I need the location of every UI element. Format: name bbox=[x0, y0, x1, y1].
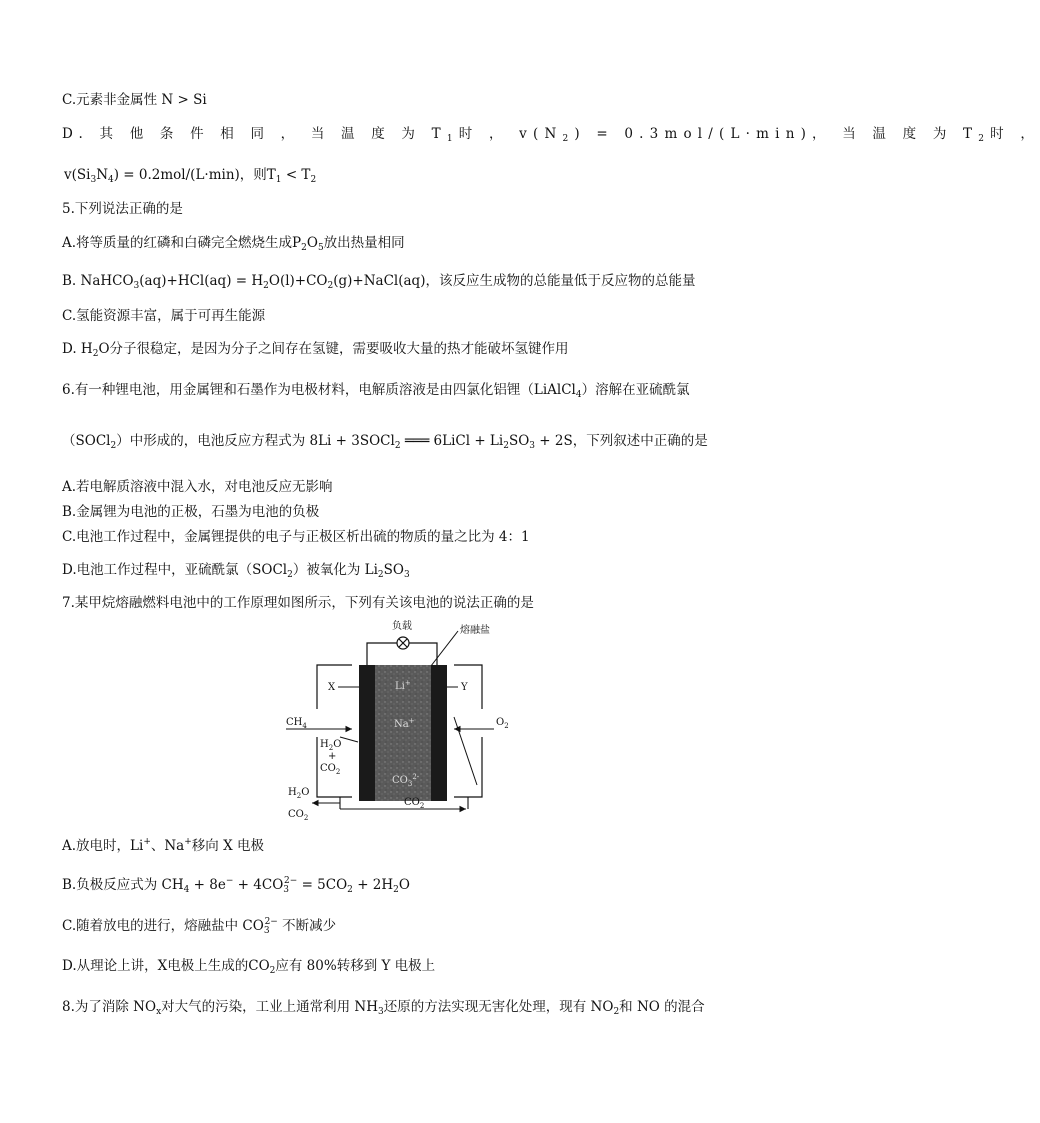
q4-option-d-line1: D. 其 他 条 件 相 同 ， 当 温 度 为 $T_1$时 ， $v(N_2) = 0.3mol/(L\cdot\min)$， 当 温 度 为 $T_2$时 ， bbox=[62, 126, 1040, 144]
q7-option-b: B.负极反应式为 $CH_4 + 8e^- + 4CO_3^{2-} = 5CO_2 + 2H_2O$ bbox=[62, 876, 410, 895]
right-pointer bbox=[454, 717, 477, 785]
q6-option-b: B.金属锂为电池的正极，石墨为电池的负极 bbox=[62, 504, 320, 520]
load-label: 负载 bbox=[392, 621, 412, 632]
label-y: Y bbox=[461, 682, 468, 693]
co2-out-label: $CO_2$ bbox=[288, 809, 309, 822]
q7-stem: 7.某甲烷熔融燃料电池中的工作原理如图所示，下列有关该电池的说法正确的是 bbox=[62, 595, 534, 611]
q4-option-c: C.元素非金属性 N > Si bbox=[62, 92, 207, 108]
q6-stem-line2: （SOCl$_2$）中形成的，电池反应方程式为 8Li + 3SOCl$_2$ ═══ 6LiCl + $Li_2SO_3 + 2S$，下列叙述中正确的是 bbox=[62, 433, 708, 451]
ch4-label: $CH_4$ bbox=[286, 717, 307, 730]
q6-stem-line1: 6.有一种锂电池，用金属锂和石墨作为电极材料，电解质溶液是由四氯化铝锂（LiAlCl$_4$）溶解在亚硫酰氯 bbox=[62, 382, 690, 400]
right-chamber-wall bbox=[454, 665, 482, 797]
q5-option-b: B. NaHCO$_3$(aq)+HCl(aq) = $H_2O(l)+CO_2(g)+NaCl(aq)$，该反应生成物的总能量低于反应物的总能量 bbox=[62, 273, 696, 291]
fuel-cell-svg bbox=[282, 617, 514, 823]
q5-option-d: D. $H_2O$分子很稳定，是因为分子之间存在氢键，需要吸收大量的热才能破坏氢键作用 bbox=[62, 341, 569, 359]
co2-bottom-label: $CO_2$ bbox=[404, 797, 425, 810]
q5-option-a: A.将等质量的红磷和白磷完全燃烧生成$P_2O_5$放出热量相同 bbox=[62, 235, 405, 253]
plus-label: + bbox=[328, 751, 337, 762]
h2o-out-label: $H_2O$ bbox=[288, 787, 310, 800]
q4-option-d-line2: $v(Si_3N_4) = 0.2mol/(L\cdot\min)$，则$T_1 < T_2$ bbox=[64, 167, 317, 185]
q6-option-d: D.电池工作过程中，亚硫酰氯（SOCl$_2$）被氧化为 $Li_2SO_3$ bbox=[62, 562, 410, 580]
o2-label: $O_2$ bbox=[496, 717, 509, 730]
q6-option-c: C.电池工作过程中，金属锂提供的电子与正极区析出硫的物质的量之比为 4：1 bbox=[62, 529, 530, 545]
q7-option-d: D.从理论上讲，X电极上生成的$CO_2$应有 80%转移到 Y 电极上 bbox=[62, 958, 436, 976]
q8-stem: 8.为了消除 $NO_x$对大气的污染，工业上通常利用 $NH_3$还原的方法实现无害化处理，现有 $NO_2$和 NO 的混合 bbox=[62, 999, 705, 1017]
label-x: X bbox=[328, 682, 336, 693]
external-wire bbox=[367, 643, 437, 665]
h2o-in-label: $H_2O$ bbox=[320, 739, 342, 752]
load-lamp-icon bbox=[397, 637, 409, 649]
electrode-y bbox=[431, 665, 447, 801]
q6-option-a: A.若电解质溶液中混入水，对电池反应无影响 bbox=[62, 479, 333, 495]
q5-option-c: C.氢能资源丰富，属于可再生能源 bbox=[62, 308, 266, 324]
molten-salt-label: 熔融盐 bbox=[460, 625, 490, 636]
ion-li: Li+ bbox=[395, 679, 411, 692]
q7-option-a: A.放电时，Li+、Na+移向 X 电极 bbox=[62, 837, 264, 854]
h2o-co2-pointer bbox=[340, 737, 358, 742]
co2-in-label: $CO_2$ bbox=[320, 763, 341, 776]
fuel-cell-diagram bbox=[282, 617, 514, 823]
ion-co3: $CO_3^{2-}$ bbox=[392, 773, 420, 788]
electrode-x bbox=[359, 665, 375, 801]
q7-option-c: C.随着放电的进行，熔融盐中 $CO_3^{2-}$ 不断减少 bbox=[62, 917, 337, 936]
ion-na: Na+ bbox=[394, 717, 415, 730]
q5-stem: 5.下列说法正确的是 bbox=[62, 201, 183, 217]
